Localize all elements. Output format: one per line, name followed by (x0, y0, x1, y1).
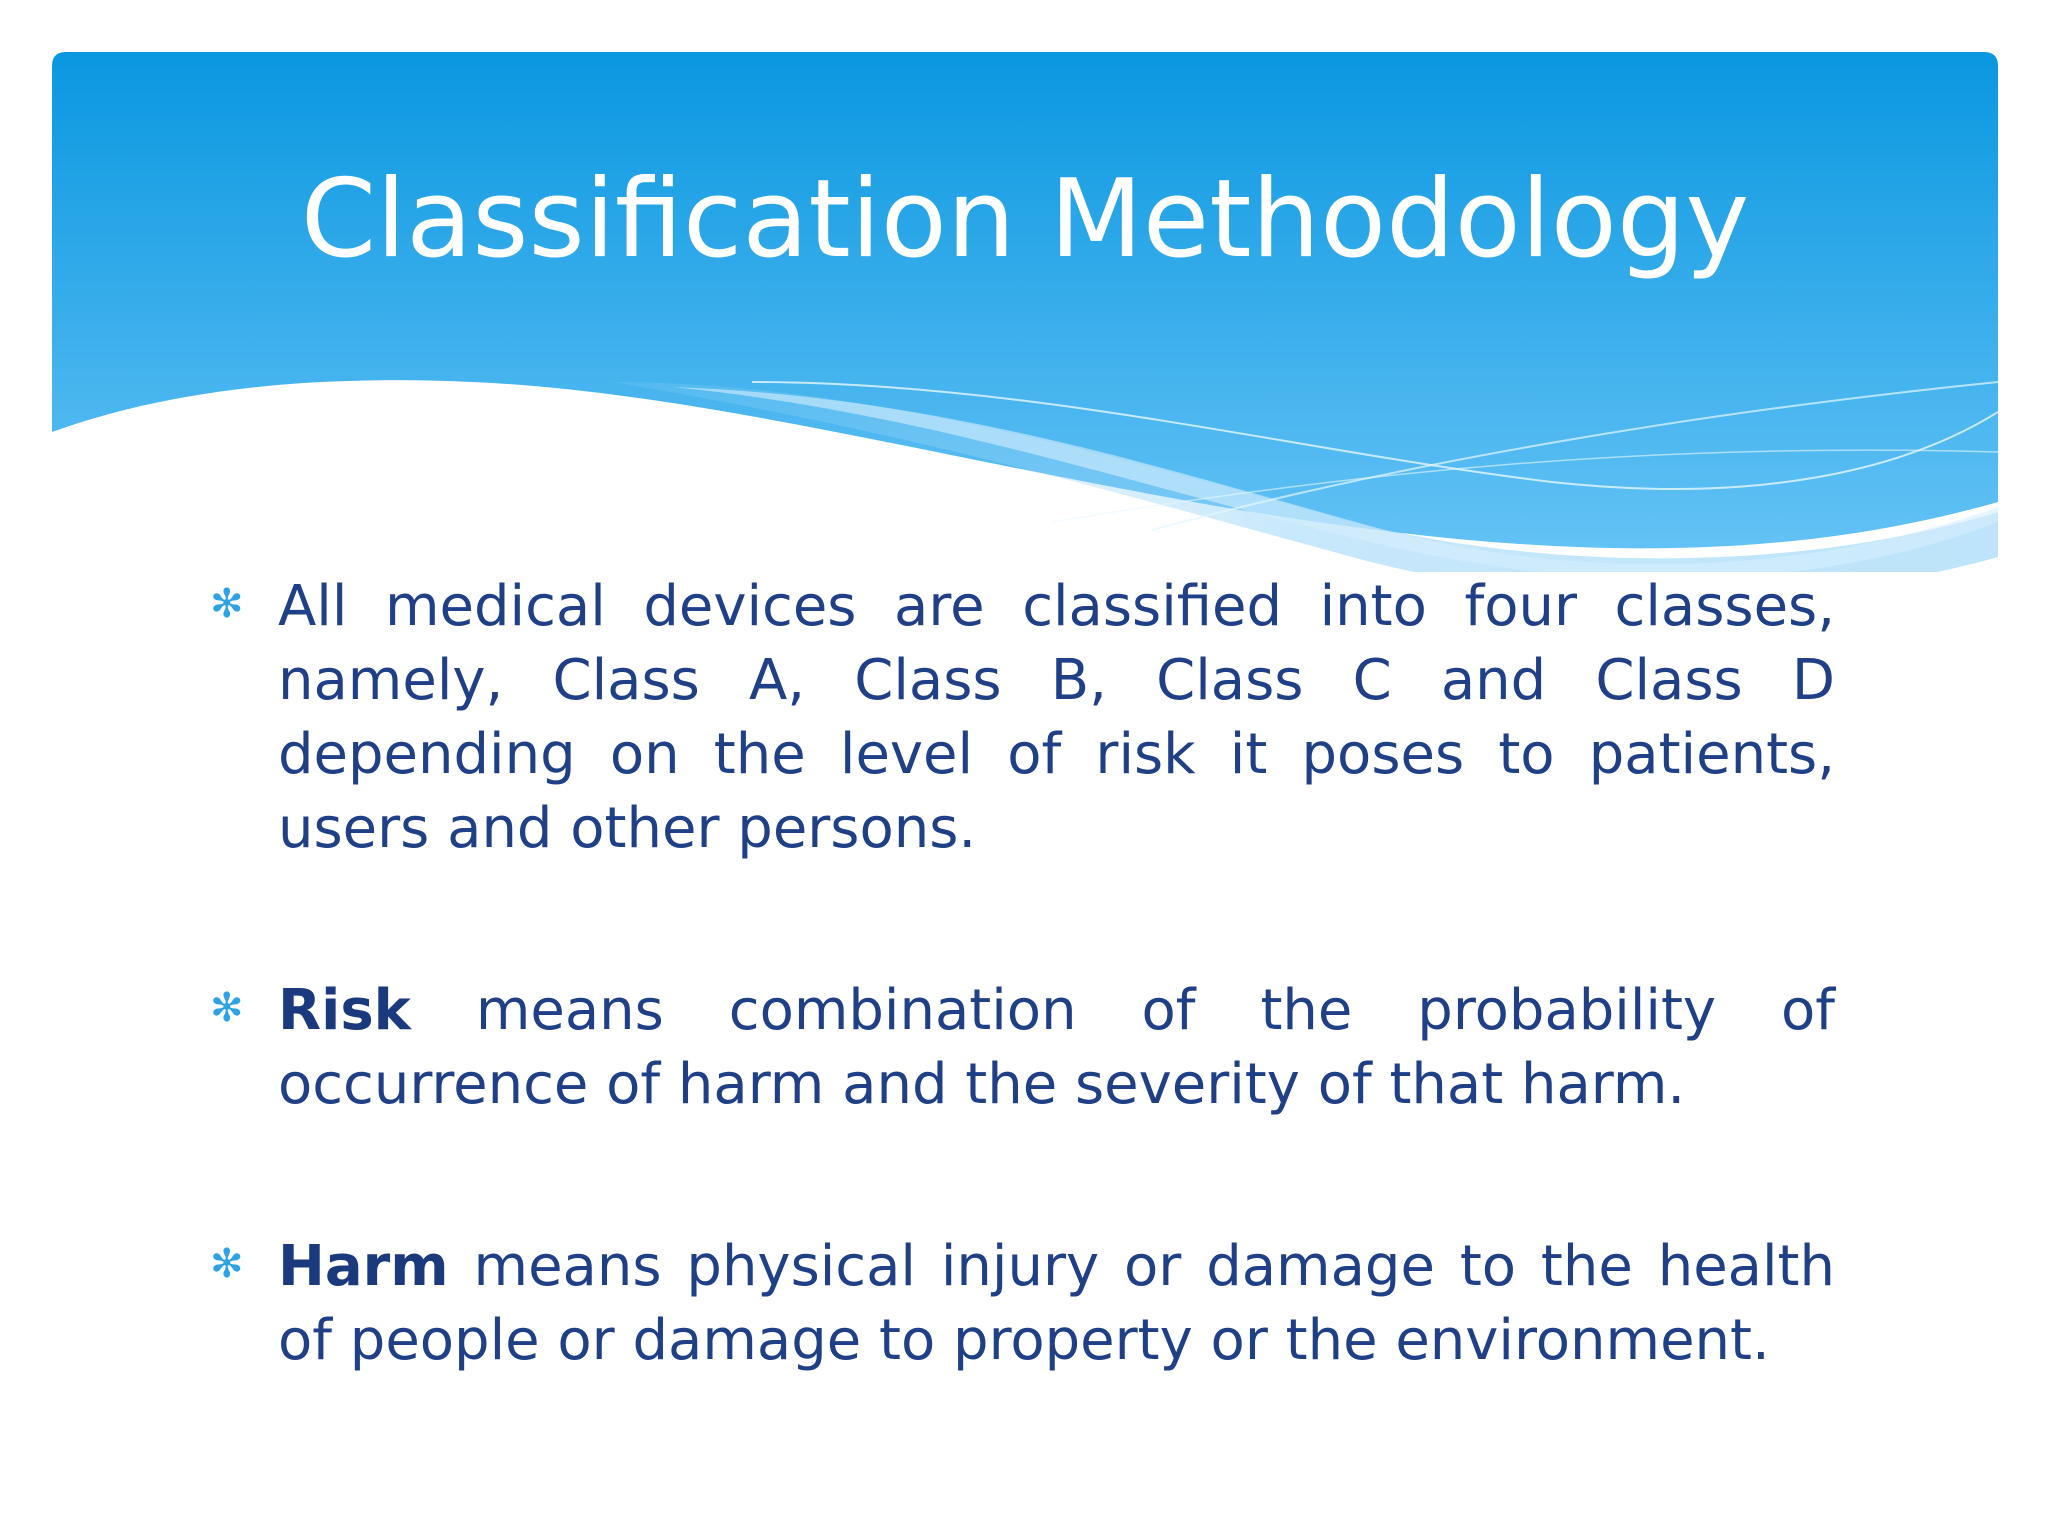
header-wave-banner (52, 52, 1998, 572)
slide-title: Classification Methodology (300, 157, 1750, 282)
bullet-text: means combination of the probability of occurrence of harm and the severity of that harm. (278, 978, 1835, 1117)
bullet-term: Harm (278, 1234, 449, 1299)
asterisk-bullet-icon: ✻ (210, 1241, 244, 1287)
bullet-item (210, 1230, 1835, 1378)
asterisk-bullet-icon: ✻ (210, 581, 244, 627)
bullet-item (210, 570, 1835, 866)
asterisk-bullet-icon: ✻ (210, 985, 244, 1031)
bullet-term: Risk (278, 978, 411, 1043)
bullet-text: means physical injury or damage to the health of people or damage to property or the environment. (278, 1234, 1835, 1373)
bullet-text: All medical devices are classified into four classes, namely, Class A, Class B, Class C and Class D depending on the level of risk it poses to patients, users and other persons. (278, 574, 1835, 861)
bullet-list (210, 570, 1835, 1486)
bullet-item (210, 974, 1835, 1122)
